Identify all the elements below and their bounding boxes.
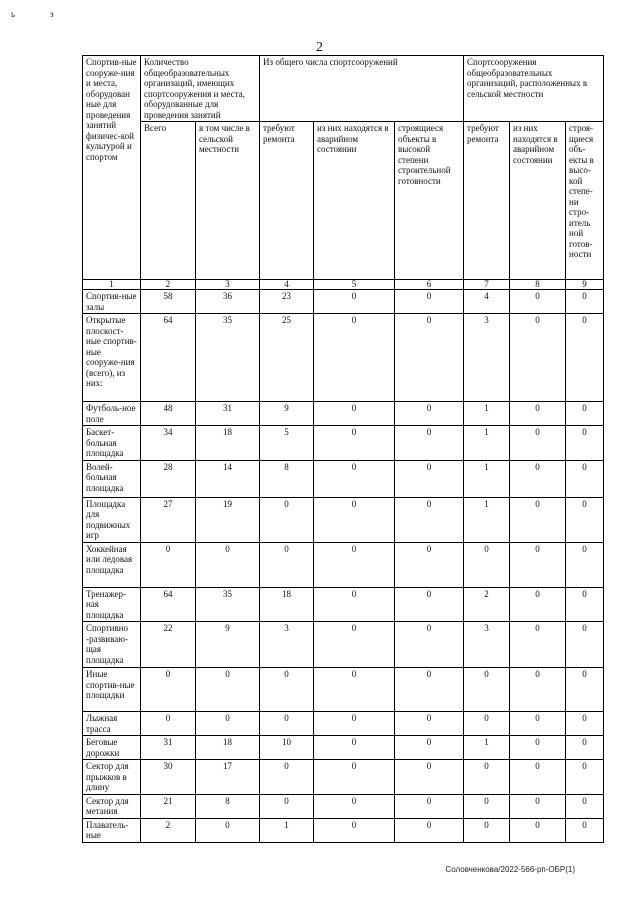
table-row (83, 314, 604, 402)
table-cell: 28 (141, 460, 196, 497)
subheader-rural-emergency: из них находятся в аварийном состоянии (510, 122, 566, 280)
table-cell: 0 (141, 542, 196, 587)
table-row (83, 760, 604, 795)
facility-label: Плаватель-ные (83, 818, 141, 842)
table-cell: 0 (395, 736, 464, 760)
table-cell: 0 (260, 542, 314, 587)
table-cell: 0 (314, 426, 395, 461)
table-cell: 35 (196, 587, 260, 622)
table-cell: 0 (464, 818, 510, 842)
facility-label: Сектор для метания (83, 794, 141, 818)
column-number: 1 (83, 280, 141, 290)
table-cell: 0 (566, 712, 604, 736)
column-numbers-row (83, 280, 604, 290)
table-cell: 3 (260, 622, 314, 668)
table-cell: 0 (260, 794, 314, 818)
table-cell: 0 (314, 712, 395, 736)
table-cell: 0 (510, 402, 566, 426)
table-cell: 1 (464, 402, 510, 426)
table-cell: 0 (464, 760, 510, 795)
facility-label: Волей-больная площадка (83, 460, 141, 497)
table-cell: 0 (395, 622, 464, 668)
table-cell: 31 (141, 736, 196, 760)
facility-label: Открытые плоскост-ные спортив-ные сооруже-ния (всего), из них: (83, 314, 141, 402)
table-row (83, 460, 604, 497)
table-cell: 0 (510, 587, 566, 622)
table-cell: 0 (196, 542, 260, 587)
subheader-total: Всего (141, 122, 196, 280)
table-cell: 0 (314, 290, 395, 314)
facility-label: Тренажер-ная площадка (83, 587, 141, 622)
table-cell: 0 (566, 402, 604, 426)
table-cell: 0 (314, 314, 395, 402)
table-cell: 1 (464, 460, 510, 497)
facility-label: Спортив-ные залы (83, 290, 141, 314)
column-number: 6 (395, 280, 464, 290)
subheader-rural: в том числе в сельской местности (196, 122, 260, 280)
table-row (83, 668, 604, 712)
table-cell: 0 (395, 426, 464, 461)
table-cell: 23 (260, 290, 314, 314)
table-cell: 34 (141, 426, 196, 461)
table-cell: 0 (566, 542, 604, 587)
table-cell: 0 (566, 794, 604, 818)
corner-mark: з (50, 9, 54, 19)
table-row (83, 587, 604, 622)
table-cell: 0 (260, 760, 314, 795)
facility-label: Хоккейная или ледовая площадка (83, 542, 141, 587)
table-cell: 0 (196, 668, 260, 712)
table-cell: 0 (464, 794, 510, 818)
table-cell: 0 (314, 760, 395, 795)
table-cell: 0 (566, 622, 604, 668)
table-cell: 3 (464, 622, 510, 668)
table-cell: 22 (141, 622, 196, 668)
table-row (83, 736, 604, 760)
table-cell: 0 (566, 818, 604, 842)
table-cell: 2 (141, 818, 196, 842)
table-cell: 31 (196, 402, 260, 426)
table-cell: 0 (196, 712, 260, 736)
table-cell: 0 (510, 668, 566, 712)
table-cell: 0 (314, 818, 395, 842)
column-number: 8 (510, 280, 566, 290)
table-cell: 21 (141, 794, 196, 818)
table-cell: 1 (464, 426, 510, 461)
table-cell: 0 (141, 712, 196, 736)
table-cell: 0 (566, 760, 604, 795)
column-number: 5 (314, 280, 395, 290)
table-cell: 8 (196, 794, 260, 818)
table-cell: 0 (566, 587, 604, 622)
group-header-rural-facilities: Спортсооружения общеобразовательных организаций, расположенных в сельской местности (464, 56, 604, 122)
table-cell: 2 (464, 587, 510, 622)
table-cell: 0 (566, 497, 604, 542)
subheader-need-repair: требуют ремонта (260, 122, 314, 280)
table-cell: 0 (260, 497, 314, 542)
table-cell: 0 (395, 712, 464, 736)
table-row (83, 402, 604, 426)
document-footer: Соловченкова/2022-566-рп-ОБР(1) (445, 865, 575, 874)
row-label-header: Спортив-ные сооруже-ния и места, оборудован ные для проведения занятий физичес-кой культурой и спортом (83, 56, 141, 280)
subheader-rural-need-repair: требуют ремонта (464, 122, 510, 280)
table-cell: 0 (566, 460, 604, 497)
column-number: 9 (566, 280, 604, 290)
table-cell: 0 (395, 760, 464, 795)
table-cell: 4 (464, 290, 510, 314)
table-cell: 0 (314, 460, 395, 497)
facility-label: Спортивно -развиваю-щая площадка (83, 622, 141, 668)
table-row (83, 622, 604, 668)
table-cell: 0 (141, 668, 196, 712)
table-cell: 0 (314, 542, 395, 587)
table-cell: 8 (260, 460, 314, 497)
table-row (83, 542, 604, 587)
table-cell: 0 (510, 712, 566, 736)
table-cell: 1 (464, 497, 510, 542)
corner-mark: ь (11, 9, 16, 19)
column-number: 7 (464, 280, 510, 290)
facility-label: Лыжная трасса (83, 712, 141, 736)
table-cell: 0 (566, 290, 604, 314)
table-row (83, 497, 604, 542)
table-cell: 0 (395, 290, 464, 314)
table-cell: 9 (196, 622, 260, 668)
table-cell: 0 (464, 668, 510, 712)
table-cell: 0 (395, 542, 464, 587)
table-cell: 27 (141, 497, 196, 542)
table-cell: 1 (464, 736, 510, 760)
group-header-organizations: Количество общеобразовательных организаций, имеющих спортсооружения и места, оборудованные для проведения занятий (141, 56, 260, 122)
table-cell: 0 (395, 818, 464, 842)
table-row (83, 794, 604, 818)
column-number: 3 (196, 280, 260, 290)
table-cell: 0 (260, 712, 314, 736)
table-cell: 58 (141, 290, 196, 314)
column-number: 4 (260, 280, 314, 290)
table-cell: 0 (314, 622, 395, 668)
table-cell: 0 (314, 794, 395, 818)
facility-label: Площадка для подвижных игр (83, 497, 141, 542)
table-cell: 10 (260, 736, 314, 760)
table-cell: 17 (196, 760, 260, 795)
table-cell: 19 (196, 497, 260, 542)
table-cell: 36 (196, 290, 260, 314)
table-cell: 0 (395, 460, 464, 497)
table-cell: 0 (510, 460, 566, 497)
table-cell: 0 (464, 542, 510, 587)
table-cell: 0 (395, 794, 464, 818)
table-cell: 0 (510, 622, 566, 668)
table-cell: 48 (141, 402, 196, 426)
table-cell: 0 (260, 668, 314, 712)
table-cell: 0 (314, 736, 395, 760)
table-cell: 0 (510, 542, 566, 587)
table-cell: 0 (395, 314, 464, 402)
facility-label: Футболь-ное поле (83, 402, 141, 426)
table-row (83, 712, 604, 736)
table-cell: 0 (395, 497, 464, 542)
table-cell: 14 (196, 460, 260, 497)
table-cell: 0 (566, 314, 604, 402)
table-cell: 0 (314, 402, 395, 426)
table-cell: 0 (395, 587, 464, 622)
table-cell: 0 (314, 497, 395, 542)
table-cell: 0 (395, 668, 464, 712)
facility-label: Беговые дорожки (83, 736, 141, 760)
table-cell: 64 (141, 587, 196, 622)
table-cell: 0 (196, 818, 260, 842)
table-cell: 0 (566, 736, 604, 760)
table-cell: 18 (196, 736, 260, 760)
table-cell: 5 (260, 426, 314, 461)
table-cell: 0 (314, 587, 395, 622)
table-cell: 0 (314, 668, 395, 712)
table-cell: 0 (510, 736, 566, 760)
sports-facilities-table (82, 55, 604, 843)
table-cell: 0 (510, 794, 566, 818)
table-cell: 25 (260, 314, 314, 402)
facility-label: Иные спортив-ные площадки (83, 668, 141, 712)
table-cell: 0 (566, 426, 604, 461)
page-number: 2 (316, 40, 323, 55)
subheader-rural-under-construction: строя-щиеся объ-екты в высо-кой степе-ни стро-итель ной готов-ности (566, 122, 604, 280)
table-cell: 0 (510, 818, 566, 842)
table-cell: 18 (196, 426, 260, 461)
subheader-under-construction: строящиеся объекты в высокой степени строительной готовности (395, 122, 464, 280)
column-number: 2 (141, 280, 196, 290)
subheader-emergency: из них находятся в аварийном состоянии (314, 122, 395, 280)
table-cell: 30 (141, 760, 196, 795)
table-cell: 1 (260, 818, 314, 842)
table-cell: 0 (510, 290, 566, 314)
table-cell: 64 (141, 314, 196, 402)
table-row (83, 426, 604, 461)
table-cell: 0 (510, 426, 566, 461)
table-cell: 35 (196, 314, 260, 402)
table-cell: 18 (260, 587, 314, 622)
table-cell: 0 (464, 712, 510, 736)
table-cell: 0 (510, 314, 566, 402)
table-row (83, 818, 604, 842)
facility-label: Сектор для прыжков в длину (83, 760, 141, 795)
table-row (83, 290, 604, 314)
table-cell: 0 (395, 402, 464, 426)
table-cell: 9 (260, 402, 314, 426)
table-cell: 0 (566, 668, 604, 712)
table-cell: 0 (510, 497, 566, 542)
table-cell: 3 (464, 314, 510, 402)
facility-label: Баскет-больная площадка (83, 426, 141, 461)
group-header-total-facilities: Из общего числа спортсооружений (260, 56, 464, 122)
table-cell: 0 (510, 760, 566, 795)
